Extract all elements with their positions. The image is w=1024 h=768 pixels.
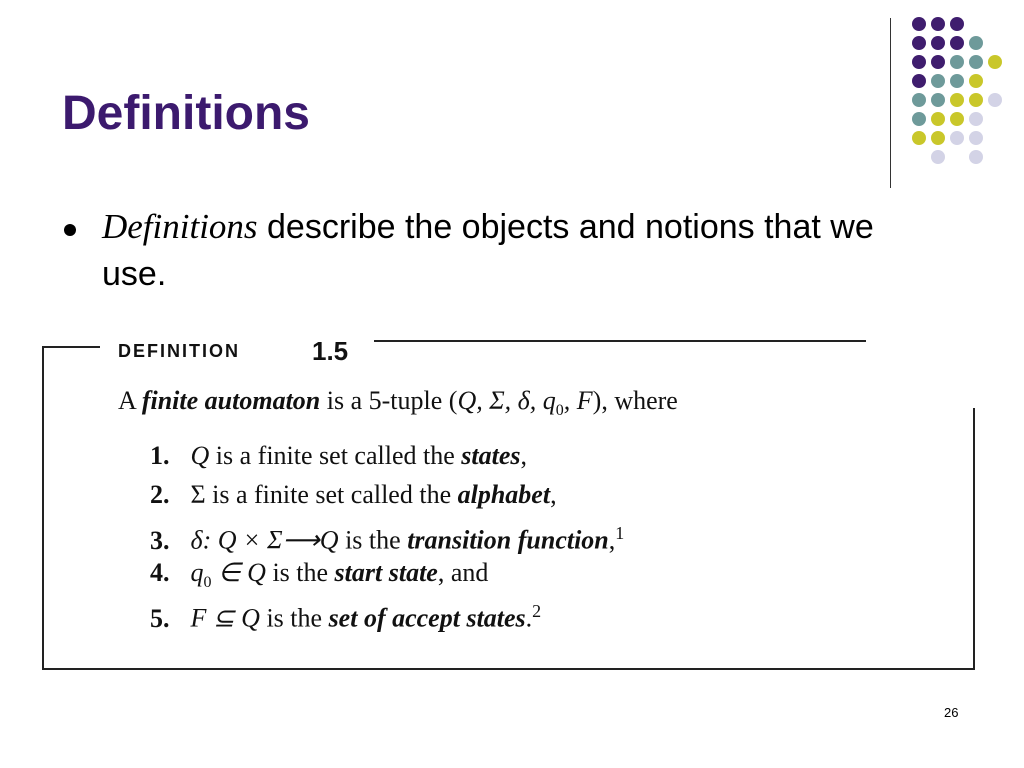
bullet-marker — [64, 224, 76, 236]
decor-dot — [950, 93, 964, 107]
decor-dot — [969, 131, 983, 145]
decor-dot — [969, 36, 983, 50]
decor-dot — [912, 36, 926, 50]
slide-title: Definitions — [62, 87, 310, 140]
definition-item: 4. $q_0$ ∈ Q is the start state, and — [150, 558, 489, 592]
decor-dot — [950, 55, 964, 69]
decor-dot — [931, 93, 945, 107]
decor-dot — [931, 36, 945, 50]
decor-dot — [950, 36, 964, 50]
decor-dot — [912, 131, 926, 145]
decor-dot — [950, 74, 964, 88]
decor-dot — [912, 112, 926, 126]
decor-dot — [912, 55, 926, 69]
decor-dot — [912, 93, 926, 107]
decor-dot — [950, 131, 964, 145]
decor-dot — [931, 55, 945, 69]
decor-dot — [950, 112, 964, 126]
bullet-description: describe the objects and notions that we use. — [102, 208, 874, 293]
decor-dot — [912, 74, 926, 88]
decor-dot — [931, 74, 945, 88]
definition-item-list — [150, 436, 624, 631]
decor-dot — [931, 112, 945, 126]
definition-term: finite automaton — [141, 386, 321, 415]
bullet-text — [102, 203, 942, 298]
definition-frame-top-left — [42, 346, 100, 348]
bullet-term: Definitions — [102, 207, 258, 246]
decor-dot — [969, 55, 983, 69]
decor-dot — [988, 55, 1002, 69]
decor-dot — [969, 74, 983, 88]
definition-item: 2. Σ is a finite set called the alphabet, — [150, 480, 557, 509]
definition-number: 1.5 — [312, 336, 349, 366]
decor-dot — [931, 131, 945, 145]
decor-dot — [969, 112, 983, 126]
decor-dot — [912, 17, 926, 31]
decor-dot — [988, 93, 1002, 107]
definition-heading: DEFINITION — [118, 341, 240, 361]
definition-item: 3. δ: Q × Σ⟶Q is the transition function,$^1$ — [150, 523, 625, 555]
decor-dot — [969, 150, 983, 164]
decor-dot — [931, 150, 945, 164]
decor-dot — [931, 17, 945, 31]
definition-item: 5. F ⊆ Q is the set of accept states.$^2$ — [150, 601, 542, 633]
decor-divider — [890, 18, 891, 188]
definition-frame-bottom — [42, 668, 975, 670]
page-number: 26 — [944, 705, 959, 720]
decor-dot — [950, 17, 964, 31]
definition-item: 1. Q is a finite set called the states, — [150, 441, 527, 470]
definition-frame-left — [42, 346, 44, 670]
definition-frame-right — [973, 408, 975, 670]
definition-intro: A finite automaton is a 5-tuple (Q, Σ, δ, $q_0$, F), where — [118, 386, 678, 420]
decor-dot — [969, 93, 983, 107]
definition-frame-top-right — [374, 340, 866, 342]
